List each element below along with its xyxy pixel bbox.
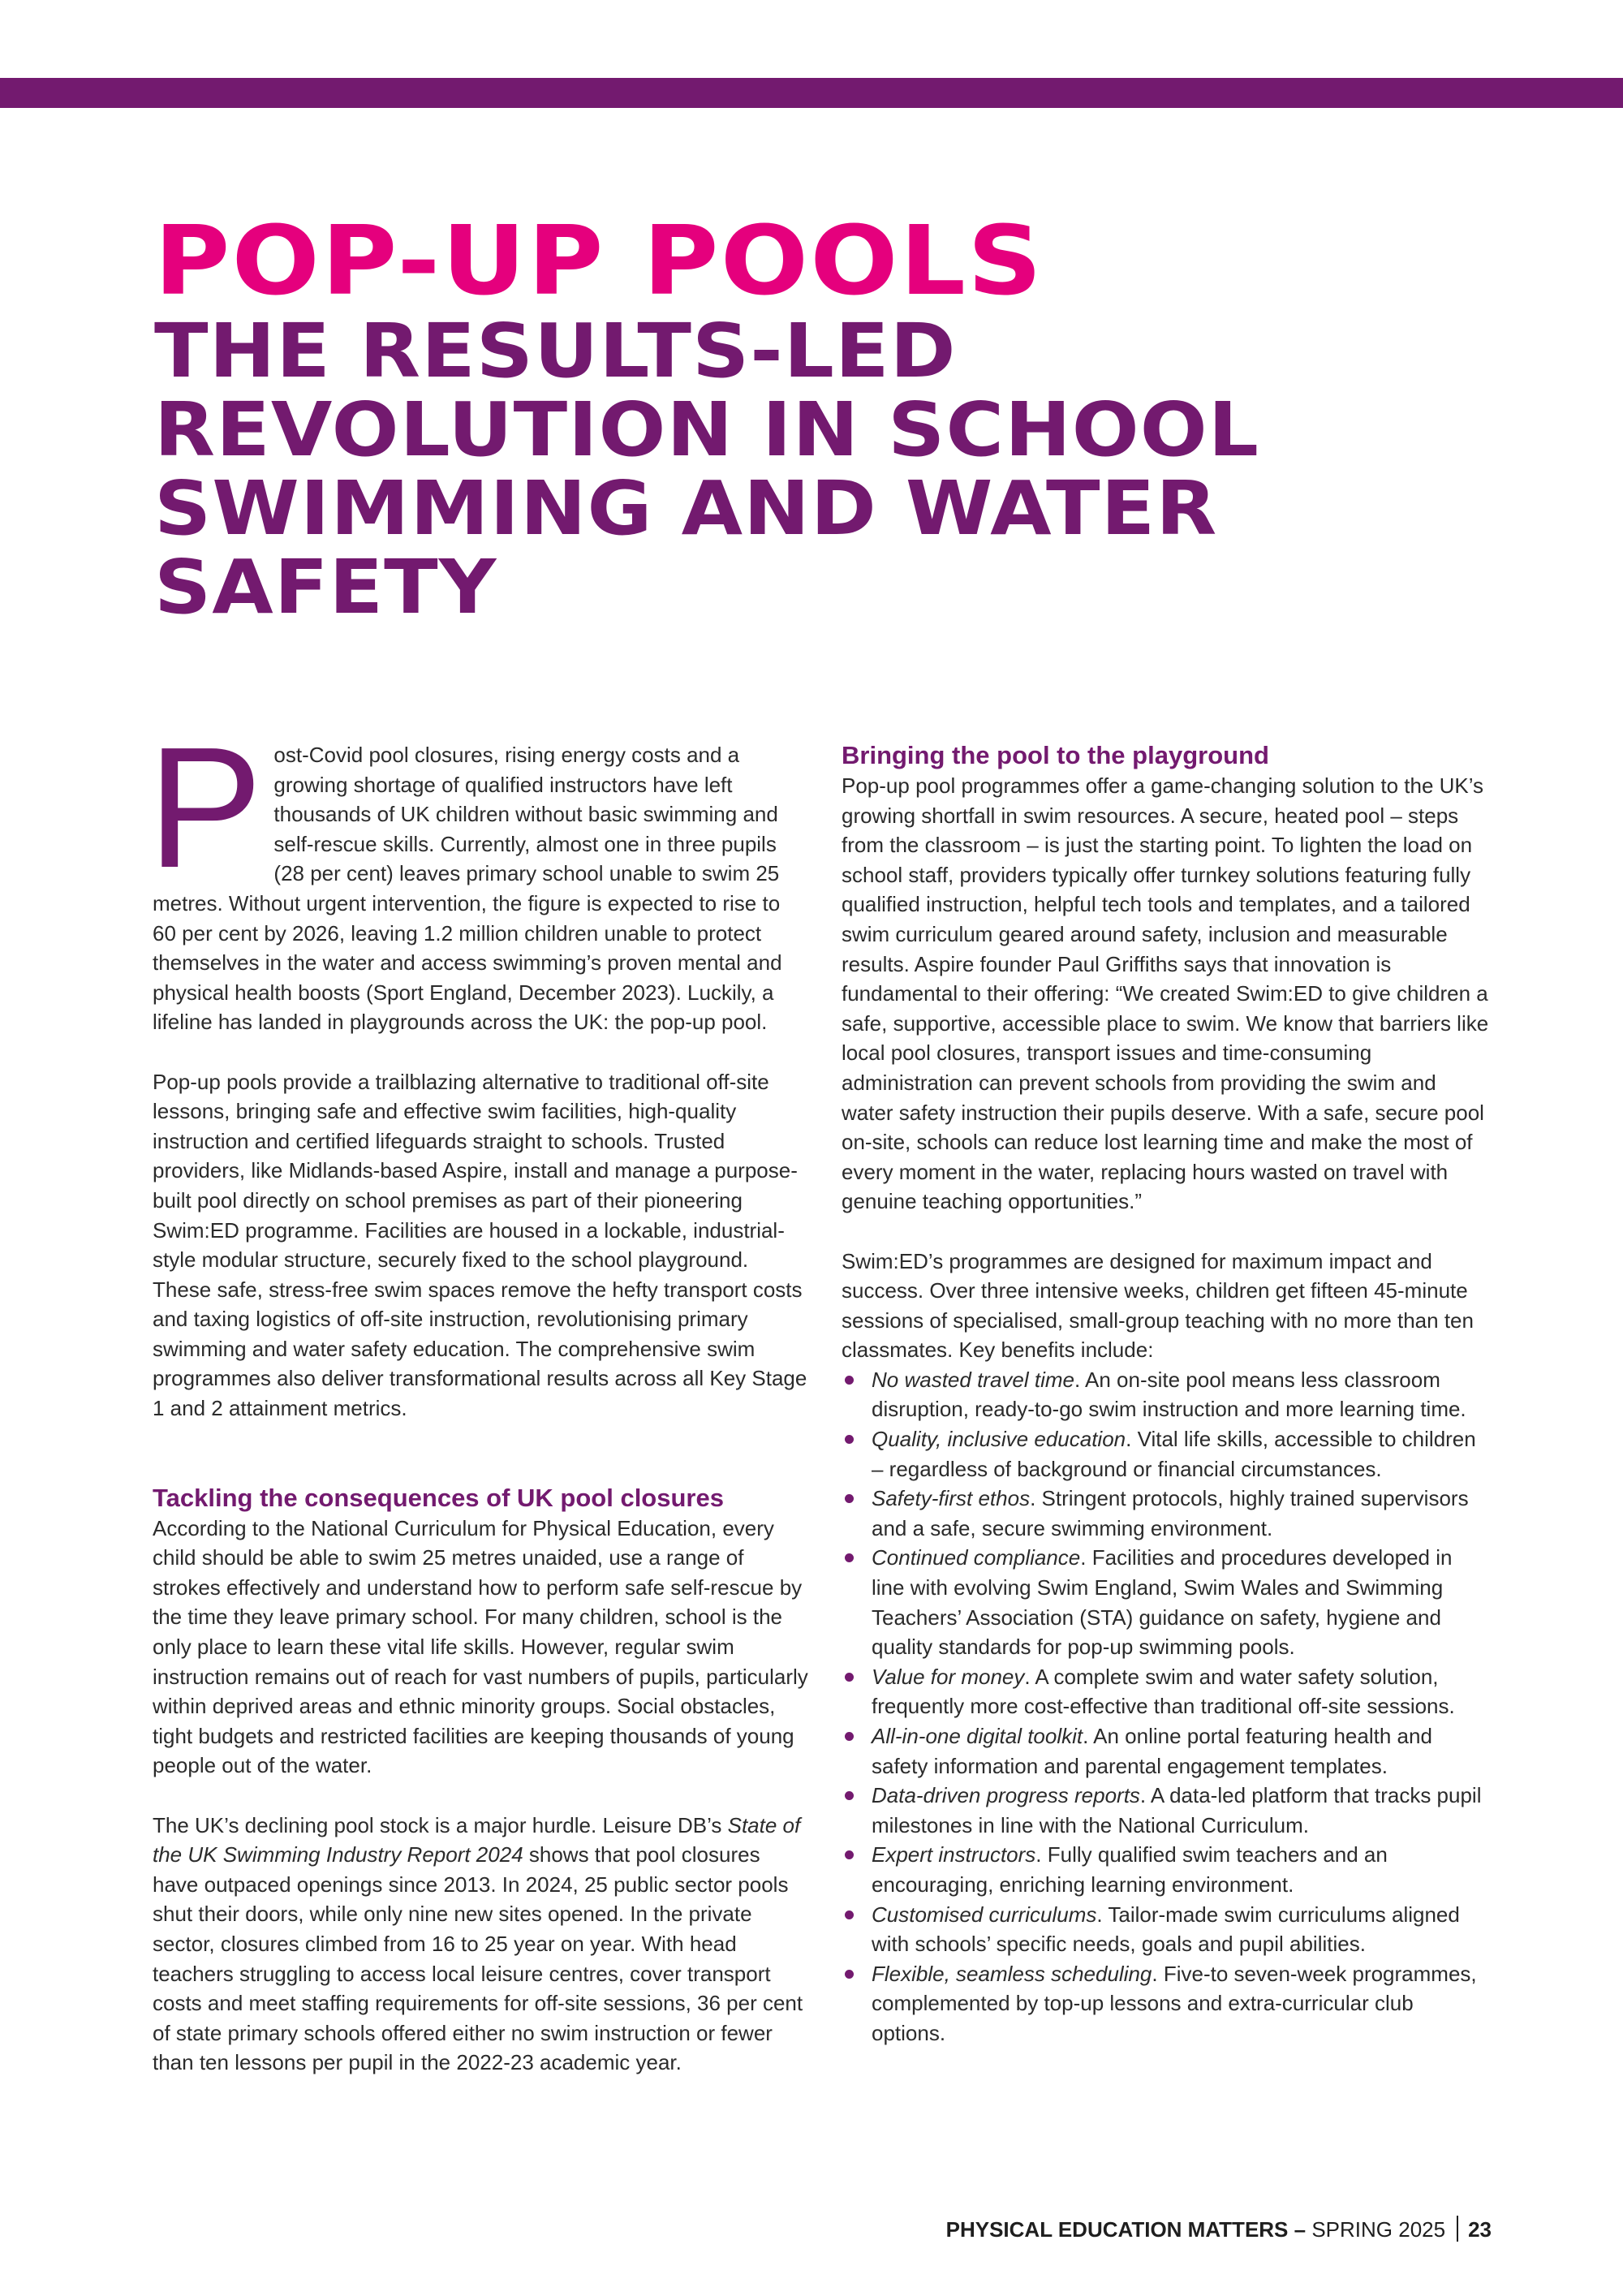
benefit-title: Continued compliance bbox=[872, 1545, 1081, 1570]
list-item bbox=[842, 1365, 1491, 1424]
intro-text: ost-Covid pool closures, rising energy costs and a growing shortage of qualified instructors have left thousands of UK children without basic swimming and self-rescue skills. Currently, almost one in three pupils (28 per cent) leaves primary school unable to swim 25 metres. Without urgent intervention, the figure is expected to rise to 60 per cent by 2026, leaving 1.2 million children unable to protect themselves in the water and access swimming’s proven mental and physical health boosts (Sport England, December 2023). Luckily, a lifeline has landed in playgrounds across the UK: the pop-up pool. bbox=[153, 743, 782, 1035]
benefit-text: . An on-site pool means less classroom disruption, ready-to-go swim instruction and more learning time. bbox=[872, 1367, 1466, 1422]
section-heading: Bringing the pool to the playground bbox=[842, 741, 1269, 769]
benefit-title: All-in-one digital toolkit bbox=[872, 1724, 1083, 1748]
bullet-icon bbox=[845, 1970, 854, 1979]
footer-divider bbox=[1457, 2216, 1458, 2242]
benefit-text: . A data-led platform that tracks pupil milestones in line with the National Curriculum. bbox=[872, 1783, 1482, 1837]
bullet-icon bbox=[845, 1435, 854, 1444]
list-item bbox=[842, 1840, 1491, 1899]
left-column bbox=[148, 711, 808, 2078]
paragraph-text: shows that pool closures have outpaced openings since 2013. In 2024, 25 public sector pools shut their doors, while only nine new sites opened. In the private sector, closures climbed from 16 to 25 year on year. With head teachers struggling to access local leisure centres, cover transport costs and meet staffing requirements for off-site sessions, 36 per cent of state primary schools offered either no swim instruction or fewer than ten lessons per pupil in the 2022-23 academic year. bbox=[153, 1842, 803, 2075]
list-item bbox=[842, 1543, 1491, 1661]
benefit-title: Flexible, seamless scheduling bbox=[872, 1961, 1152, 1986]
benefit-title: Safety-first ethos bbox=[872, 1486, 1031, 1511]
subtitle-line: REVOLUTION IN SCHOOL bbox=[154, 386, 1259, 473]
benefit-title: Value for money bbox=[872, 1664, 1025, 1689]
bullet-icon bbox=[845, 1494, 854, 1503]
subtitle-line: SAFETY bbox=[154, 544, 497, 631]
list-item bbox=[842, 1424, 1491, 1484]
benefit-text: . A complete swim and water safety solution, frequently more cost-effective than traditional off-site sessions. bbox=[872, 1664, 1455, 1719]
benefit-title: No wasted travel time bbox=[872, 1367, 1074, 1392]
subtitle-line: THE RESULTS-LED bbox=[154, 308, 957, 394]
list-item bbox=[842, 1662, 1491, 1721]
bullet-icon bbox=[845, 1910, 854, 1919]
benefit-text: . Vital life skills, accessible to children – regardless of background or financial circumstances. bbox=[872, 1427, 1476, 1481]
benefit-text: . Tailor-made swim curriculums aligned with schools’ specific needs, goals and pupil abilities. bbox=[872, 1902, 1460, 1957]
right-column bbox=[842, 740, 1491, 2048]
paragraph: Pop-up pools provide a trailblazing alternative to traditional off-site lessons, bringing safe and effective swim facilities, high-quality instruction and certified lifeguards straight to schools. Trusted providers, like Midlands-based Aspire, install and manage a purpose-built pool directly on school premises as part of their pioneering Swim:ED programme. Facilities are housed in a lockable, industrial-style modular structure, securely fixed to the school playground. These safe, stress-free swim spaces remove the hefty transport costs and taxing logistics of off-site instruction, revolutionising primary swimming and water safety education. The comprehensive swim programmes also deliver transformational results across all Key Stage 1 and 2 attainment metrics. bbox=[153, 1069, 807, 1421]
list-item bbox=[842, 1781, 1491, 1840]
list-item bbox=[842, 1721, 1491, 1781]
benefit-title: Customised curriculums bbox=[872, 1902, 1097, 1927]
benefit-text: . An online portal featuring health and safety information and parental engagement templates. bbox=[872, 1724, 1432, 1778]
paragraph bbox=[153, 1811, 808, 2078]
report-title: State of the UK Swimming Industry Report 2024 bbox=[153, 1812, 801, 1867]
intro-paragraph bbox=[148, 711, 808, 1037]
bullet-icon bbox=[845, 1376, 854, 1385]
bullet-icon bbox=[845, 1553, 854, 1562]
bullet-icon bbox=[845, 1732, 854, 1741]
benefit-text: . Facilities and procedures developed in line with evolving Swim England, Swim Wales and Swimming Teachers’ Association (STA) guidance on safety, hygiene and quality standards for pop-up swimming pools. bbox=[872, 1545, 1453, 1660]
drop-cap: P bbox=[148, 711, 263, 903]
bullet-icon bbox=[845, 1791, 854, 1800]
paragraph: Pop-up pool programmes offer a game-changing solution to the UK’s growing shortfall in swim resources. A secure, heated pool – steps from the classroom – is just the starting point. To lighten the load on school staff, providers typically offer turnkey solutions featuring fully qualified instruction, helpful tech tools and templates, and a tailored swim curriculum geared around safety, inclusion and measurable results. Aspire founder Paul Griffiths says that innovation is fundamental to their offering: “We created Swim:ED to give children a safe, supportive, accessible place to swim. We know that barriers like local pool closures, transport issues and time-consuming administration can prevent schools from providing the swim and water safety instruction their pupils deserve. With a safe, secure pool on-site, schools can reduce lost learning time and make the most of every moment in the water, replacing hours wasted on travel with genuine teaching opportunities.” bbox=[842, 773, 1489, 1214]
benefit-title: Quality, inclusive education bbox=[872, 1427, 1126, 1452]
benefit-title: Expert instructors bbox=[872, 1842, 1036, 1867]
page-number: 23 bbox=[1468, 2217, 1492, 2242]
benefit-text: . Fully qualified swim teachers and an encouraging, enriching learning environment. bbox=[872, 1842, 1388, 1897]
section-heading: Tackling the consequences of UK pool closures bbox=[153, 1483, 724, 1512]
publication-name: PHYSICAL EDUCATION MATTERS – bbox=[945, 2217, 1307, 2242]
subtitle-line: SWIMMING AND WATER bbox=[154, 465, 1218, 552]
top-accent-bar bbox=[0, 78, 1623, 108]
bullet-icon bbox=[845, 1850, 854, 1859]
article-subtitle bbox=[154, 308, 1420, 631]
paragraph: Swim:ED’s programmes are designed for maximum impact and success. Over three intensive weeks, children get fifteen 45-minute sessions of specialised, small-group teaching with no more than ten classmates. Key benefits include: bbox=[842, 1248, 1474, 1363]
bullet-icon bbox=[845, 1673, 854, 1682]
issue-label: SPRING 2025 bbox=[1311, 2217, 1446, 2242]
paragraph: According to the National Curriculum for Physical Education, every child should be able to swim 25 metres unaided, use a range of strokes effectively and understand how to perform safe self-rescue by the time they leave primary school. For many children, school is the only place to learn these vital life skills. However, regular swim instruction remains out of reach for vast numbers of pupils, particularly within deprived areas and ethnic minority groups. Social obstacles, tight budgets and restricted facilities are keeping thousands of young people out of the water. bbox=[153, 1515, 808, 1778]
benefit-text: . Five-to seven-week programmes, complemented by top-up lessons and extra-curricular club options. bbox=[872, 1961, 1477, 2045]
benefits-list bbox=[842, 1365, 1491, 2048]
article-title: POP-UP POOLS bbox=[154, 205, 1044, 317]
list-item bbox=[842, 1900, 1491, 1959]
list-item bbox=[842, 1484, 1491, 1543]
list-item bbox=[842, 1959, 1491, 2048]
paragraph-text: The UK’s declining pool stock is a major hurdle. Leisure DB’s bbox=[153, 1812, 728, 1837]
page-footer bbox=[946, 2216, 1492, 2242]
benefit-text: . Stringent protocols, highly trained supervisors and a safe, secure swimming environment. bbox=[872, 1486, 1469, 1540]
benefit-title: Data-driven progress reports bbox=[872, 1783, 1140, 1808]
